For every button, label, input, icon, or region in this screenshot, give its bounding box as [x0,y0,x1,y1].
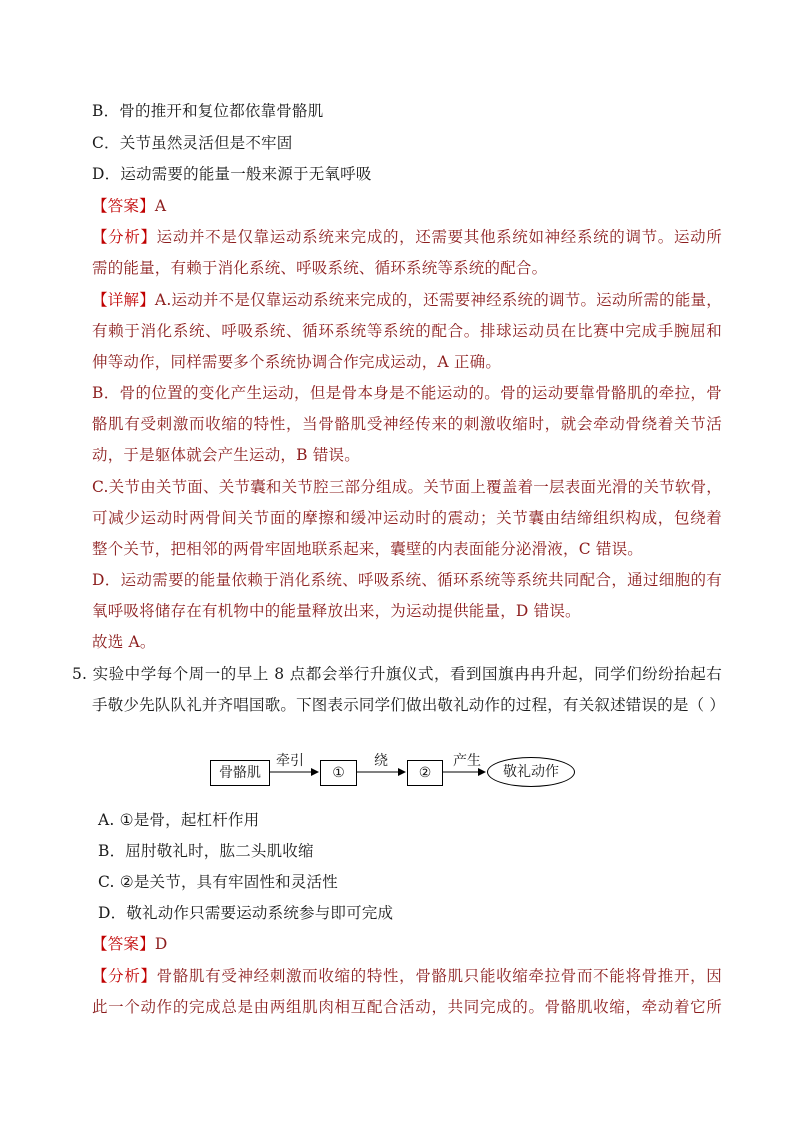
answer-tag: 【答案】 [92,935,155,953]
option-d-prev: D．运动需要的能量一般来源于无氧呼吸 [92,165,372,183]
q4-answer [92,196,166,216]
analysis-text: 运动并不是仅靠运动系统来完成的，还需要其他系统如神经系统的调节。运动所 [156,228,722,246]
q5-flow-diagram [210,748,590,798]
q4-detail-line: 骼肌有受刺激而收缩的特性，当骨骼肌受神经传来的刺激收缩时，就会牵动骨绕着关节活 [92,415,722,433]
q5-analysis-line [92,966,722,986]
q5-analysis-line: 此一个动作的完成总是由两组肌肉相互配合活动，共同完成的。骨骼肌收缩，牵动着它所 [92,998,722,1016]
q5-stem-line: 5. 实验中学每个周一的早上 8 点都会举行升旗仪式，看到国旗冉冉升起，同学们纷纷抬起右 [72,665,722,683]
option-b-prev: B．骨的推开和复位都依靠骨骼肌 [92,102,324,120]
q4-analysis-line [92,227,722,247]
detail-tag: 【详解】 [92,291,155,309]
analysis-text: 骨骼肌有受神经刺激而收缩的特性，骨骼肌只能收缩牵拉骨而不能将骨推开，因 [156,967,722,985]
q4-detail-line: B．骨的位置的变化产生运动，但是骨本身是不能运动的。骨的运动要靠骨骼肌的牵拉，骨 [92,384,722,402]
answer-tag: 【答案】 [92,197,155,215]
diagram-box-1: ① [320,760,357,786]
q4-detail-line: C.关节由关节面、关节囊和关节腔三部分组成。关节面上覆盖着一层表面光滑的关节软骨， [92,478,722,496]
q4-detail-line: 氧呼吸将储存在有机物中的能量释放出来，为运动提供能量，D 错误。 [92,602,581,620]
q5-option-d: D．敬礼动作只需要运动系统参与即可完成 [98,904,394,922]
q5-stem-line: 手敬少先队队礼并齐唱国歌。下图表示同学们做出敬礼动作的过程，有关叙述错误的是（ ） [92,696,726,714]
q4-analysis-line: 需的能量，有赖于消化系统、呼吸系统、循环系统等系统的配合。 [92,259,548,277]
analysis-tag: 【分析】 [92,228,157,246]
diagram-box-2: ② [407,760,443,786]
diagram-oval-salute: 敬礼动作 [487,757,575,787]
diagram-box-muscle: 骨骼肌 [210,760,270,786]
q4-detail-line: 伸等动作，同样需要多个系统协调合作完成运动，A 正确。 [92,353,502,371]
q4-detail-line [92,290,722,310]
q4-detail-line: D．运动需要的能量依赖于消化系统、呼吸系统、循环系统等系统共同配合，通过细胞的有 [92,571,722,589]
q4-detail-line: 可减少运动时两骨间关节面的摩擦和缓冲运动时的震动；关节囊由结缔组织构成，包绕着 [92,509,722,527]
q5-option-c: C. ②是关节，具有牢固性和灵活性 [98,873,338,891]
q4-detail-line: 整个关节，把相邻的两骨牢固地联系起来，囊壁的内表面能分泌滑液，C 错误。 [92,540,643,558]
q5-answer [92,934,167,954]
q5-option-b: B．屈肘敬礼时，肱二头肌收缩 [98,842,314,860]
detail-text: A.运动并不是仅靠运动系统来完成的，还需要神经系统的调节。运动所需的能量， [154,291,722,309]
answer-value: A [154,197,167,215]
analysis-tag: 【分析】 [92,967,157,985]
q4-detail-line: 有赖于消化系统、呼吸系统、循环系统等系统的配合。排球运动员在比赛中完成手腕屈和 [92,322,722,340]
q4-detail-line: 动，于是躯体就会产生运动，B 错误。 [92,446,360,464]
diagram-arrow-label-1: 牵引 [276,753,304,769]
q5-option-a: A. ①是骨，起杠杆作用 [98,811,260,829]
q4-detail-line: 故选 A。 [92,633,156,651]
answer-value: D [154,935,168,953]
diagram-arrow-label-3: 产生 [453,753,481,769]
option-c-prev: C．关节虽然灵活但是不牢固 [92,134,293,152]
diagram-arrow-label-2: 绕 [374,753,388,769]
